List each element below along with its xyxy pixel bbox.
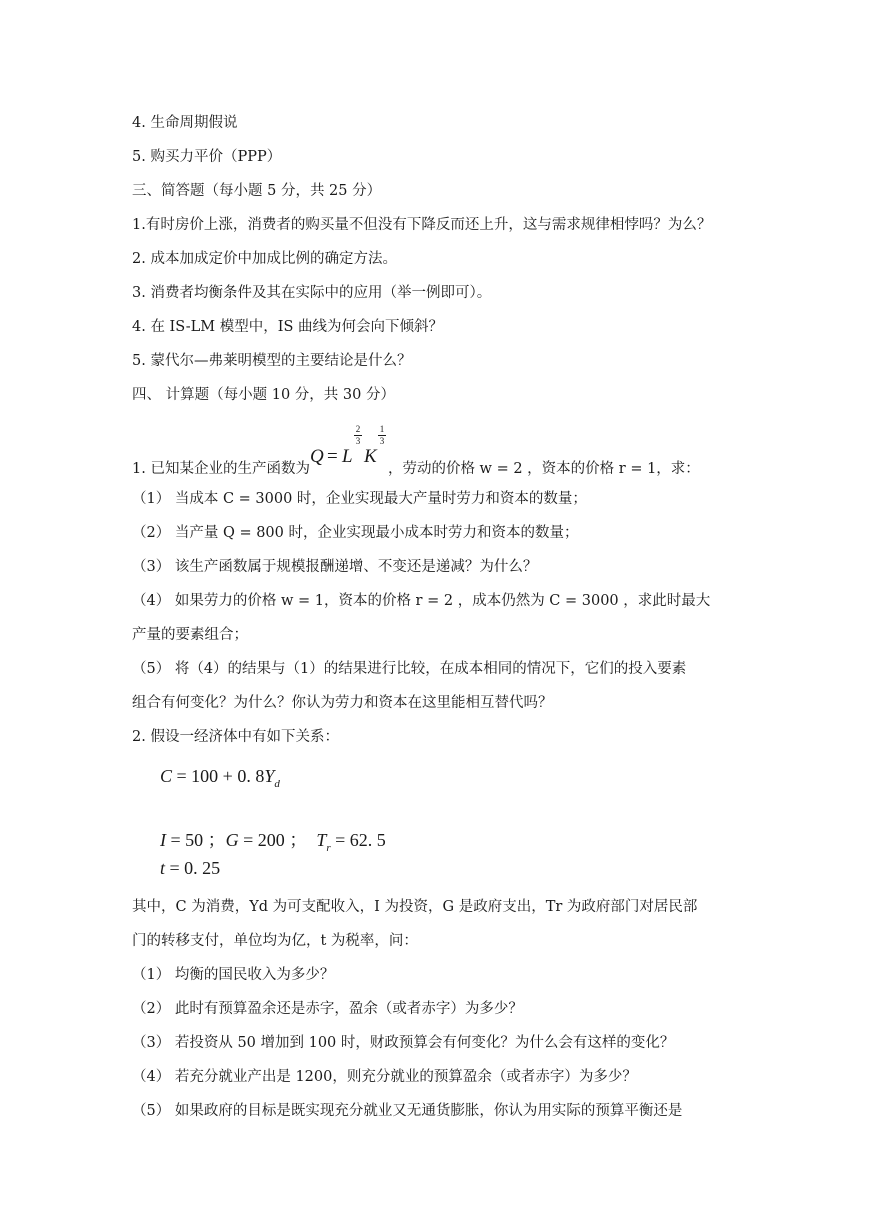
formula-q: Q bbox=[309, 446, 324, 467]
term-life-cycle-hypothesis: 4. 生命周期假说 bbox=[132, 115, 238, 131]
consumption-equation bbox=[160, 766, 280, 790]
k-exponent-denominator: 3 bbox=[379, 436, 385, 446]
k-exponent-numerator: 1 bbox=[379, 424, 385, 434]
eq-tax-rhs: = 0. 25 bbox=[165, 858, 221, 878]
formula-l-exponent bbox=[354, 425, 362, 446]
formula-l: L bbox=[341, 446, 353, 467]
formula-k-exponent bbox=[378, 425, 386, 446]
section-heading-calculation: 四、 计算题（每小题 10 分，共 30 分） bbox=[132, 387, 395, 403]
l-exponent-numerator: 2 bbox=[355, 424, 361, 434]
l-exponent-denominator: 3 bbox=[355, 436, 361, 446]
calc-q2-part-5: （5） 如果政府的目标是既实现充分就业又无通货膨胀，你认为用实际的预算平衡还是 bbox=[132, 1103, 683, 1119]
term-purchasing-power-parity: 5. 购买力平价（PPP） bbox=[132, 149, 282, 165]
investment-government-transfer-equations bbox=[160, 826, 386, 852]
calc-q2-variables: 其中，C 为消费，Yd 为可支配收入，I 为投资，G 是政府支出，Tr 为政府部门对居民部 bbox=[132, 899, 698, 915]
calc-q1-part-4: （4） 如果劳力的价格 w = 1，资本的价格 r = 2 ，成本仍然为 C = 3000 ，求此时最大 bbox=[132, 593, 711, 609]
eq-g-rhs: = 200 ； bbox=[238, 830, 308, 850]
calc-q2-part-1: （1） 均衡的国民收入为多少？ bbox=[132, 967, 335, 983]
calc-q2-part-3: （3） 若投资从 50 增加到 100 时，财政预算会有何变化？为什么会有这样的变化？ bbox=[132, 1035, 675, 1051]
calc-q1-part-4-cont: 产量的要素组合； bbox=[132, 627, 248, 643]
eq-tax: t bbox=[160, 858, 166, 878]
calc-question-1-prices: ，劳动的价格 w = 2 ，资本的价格 r = 1，求： bbox=[387, 461, 700, 477]
eq-y-sub: d bbox=[274, 778, 280, 790]
section-heading-short-answer: 三、简答题（每小题 5 分，共 25 分） bbox=[132, 183, 382, 199]
eq-t: T bbox=[316, 830, 327, 850]
question-short-3: 3. 消费者均衡条件及其在实际中的应用（举一例即可）。 bbox=[132, 285, 492, 301]
eq-i-rhs: = 50 ； bbox=[166, 830, 226, 850]
eq-g: G bbox=[225, 830, 239, 850]
eq-y: Y bbox=[264, 766, 275, 786]
question-short-4: 4. 在 IS-LM 模型中，IS 曲线为何会向下倾斜？ bbox=[132, 319, 443, 335]
eq-t-sub: r bbox=[326, 842, 331, 854]
calc-question-1-intro: 1. 已知某企业的生产函数为 bbox=[132, 461, 310, 477]
question-short-5: 5. 蒙代尔—弗莱明模型的主要结论是什么？ bbox=[132, 353, 412, 369]
question-short-2: 2. 成本加成定价中加成比例的确定方法。 bbox=[132, 251, 397, 267]
eq-c: C bbox=[160, 766, 173, 786]
calc-q1-part-2: （2） 当产量 Q = 800 时，企业实现最小成本时劳力和资本的数量； bbox=[132, 525, 579, 541]
calc-q1-part-5-cont: 组合有何变化？为什么？你认为劳力和资本在这里能相互替代吗？ bbox=[132, 695, 553, 711]
tax-rate-equation bbox=[160, 858, 220, 879]
calc-question-1-stem bbox=[132, 424, 700, 479]
formula-equals: = bbox=[326, 446, 338, 467]
question-short-1: 1.有时房价上涨，消费者的购买量不但没有下降反而还上升，这与需求规律相悖吗？为么？ bbox=[132, 217, 712, 233]
calc-q2-variables-cont: 门的转移支付，单位均为亿，t 为税率，问： bbox=[132, 933, 418, 949]
eq-tr-rhs: = 62. 5 bbox=[330, 830, 386, 850]
calc-q1-part-3: （3） 该生产函数属于规模报酬递增、不变还是递减？为什么？ bbox=[132, 559, 538, 575]
calc-q1-part-1: （1） 当成本 C = 3000 时，企业实现最大产量时劳力和资本的数量； bbox=[132, 491, 587, 507]
production-function-formula bbox=[309, 424, 388, 473]
calc-q2-part-4: （4） 若充分就业产出是 1200，则充分就业的预算盈余（或者赤字）为多少？ bbox=[132, 1069, 637, 1085]
eq-c-rhs: = 100 + 0. 8 bbox=[172, 766, 265, 786]
calc-q2-part-2: （2） 此时有预算盈余还是赤字，盈余（或者赤字）为多少？ bbox=[132, 1001, 523, 1017]
calc-question-2-stem: 2. 假设一经济体中有如下关系： bbox=[132, 729, 339, 745]
calc-q1-part-5: （5） 将（4）的结果与（1）的结果进行比较，在成本相同的情况下，它们的投入要素 bbox=[132, 661, 687, 677]
formula-k: K bbox=[363, 446, 377, 467]
eq-i: I bbox=[160, 830, 166, 850]
